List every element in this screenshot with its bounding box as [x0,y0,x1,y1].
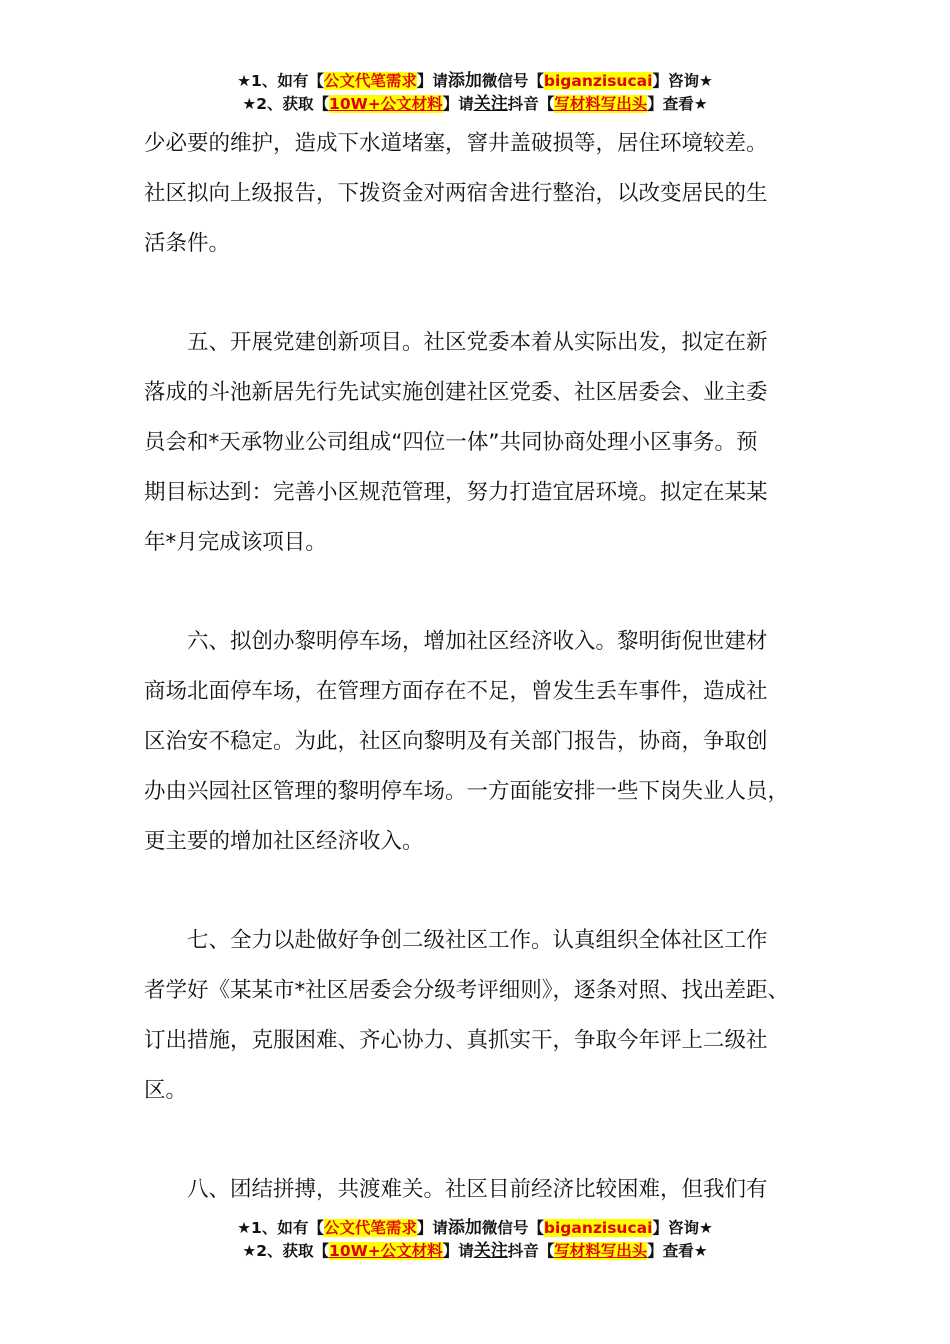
banner-text: 】查看★ [647,1242,708,1260]
banner-text: 】查看★ [647,95,708,113]
banner-line-1 [0,70,950,93]
text-line: 办由兴园社区管理的黎明停车场。一方面能安排一些下岗失业人员， [144,779,790,804]
text-line: 商场北面停车场，在管理方面存在不足，曾发生丢车事件，造成社 [144,679,768,704]
banner-emphasis: 关注 [473,1241,508,1261]
header-banner [0,70,950,116]
banner-emphasis: 关注 [473,94,508,114]
text-line: 六、拟创办黎明停车场，增加社区经济收入。黎明街倪世建材 [144,629,768,654]
text-line: 订出措施，克服困难、齐心协力、真抓实干，争取今年评上二级社 [144,1028,768,1053]
banner-line-2 [0,1240,950,1263]
text-line: 五、开展党建创新项目。社区党委本着从实际出发，拟定在新 [144,330,768,355]
banner-text: 微信号【 [481,72,544,90]
banner-text: 】咨询★ [652,72,713,90]
text-line: 期目标达到：完善小区规范管理，努力打造宜居环境。拟定在某某 [144,480,768,505]
text-line: 落成的斗池新居先行先试实施创建社区党委、社区居委会、业主委 [144,380,768,405]
text-line: 社区拟向上级报告，下拨资金对两宿舍进行整治，以改变居民的生 [144,181,768,206]
banner-text: 微信号【 [481,1219,544,1237]
text-line: 区。 [144,1078,188,1103]
text-line: 员会和*天承物业公司组成“四位一体”共同协商处理小区事务。预 [144,430,758,455]
banner-line-1 [0,1217,950,1240]
banner-text: 抖音【 [507,1242,555,1260]
banner-highlight: 公文代笔需求 [323,72,417,90]
text-line: 活条件。 [144,231,231,256]
banner-text: 】请 [416,1219,448,1237]
banner-text: 】请 [442,1242,474,1260]
banner-highlight: 写材料写出头 [554,1242,648,1260]
banner-text: 】咨询★ [652,1219,713,1237]
banner-text: ★1、如有【 [237,1219,324,1237]
banner-highlight: biganzisucai [543,1219,653,1237]
banner-highlight: 公文代笔需求 [323,1219,417,1237]
banner-highlight: 写材料写出头 [554,95,648,113]
banner-emphasis: 添加 [447,71,482,91]
text-line: 七、全力以赴做好争创二级社区工作。认真组织全体社区工作 [144,928,768,953]
banner-emphasis: 添加 [447,1218,482,1238]
text-line: 八、团结拼搏，共渡难关。社区目前经济比较困难，但我们有 [144,1177,768,1202]
banner-text: ★1、如有【 [237,72,324,90]
banner-line-2 [0,93,950,116]
banner-text: ★2、获取【 [242,95,330,113]
banner-text: ★2、获取【 [242,1242,330,1260]
banner-text: 】请 [442,95,474,113]
text-line: 区治安不稳定。为此，社区向黎明及有关部门报告，协商，争取创 [144,729,768,754]
footer-banner [0,1217,950,1263]
banner-highlight: 10W+公文材料 [329,1242,443,1260]
text-line: 者学好《某某市*社区居委会分级考评细则》，逐条对照、找出差距、 [144,978,790,1003]
text-line: 少必要的维护，造成下水道堵塞，窨井盖破损等，居住环境较差。 [144,131,768,156]
banner-highlight: 10W+公文材料 [329,95,443,113]
banner-text: 抖音【 [507,95,555,113]
banner-highlight: biganzisucai [543,72,653,90]
text-line: 更主要的增加社区经济收入。 [144,829,424,854]
text-line: 年*月完成该项目。 [144,530,327,555]
banner-text: 】请 [416,72,448,90]
